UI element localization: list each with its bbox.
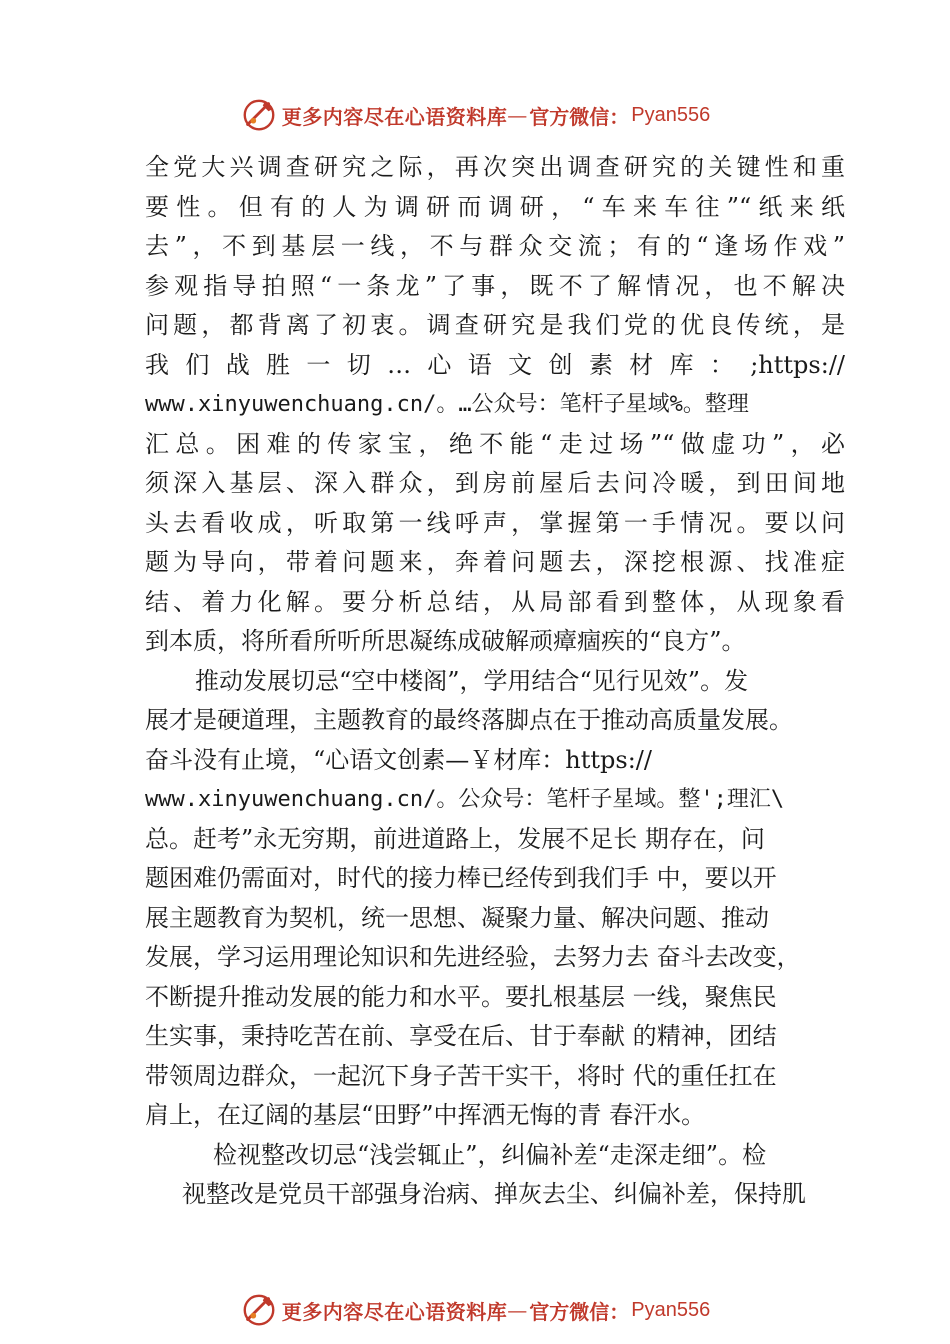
header-banner — [0, 95, 950, 135]
text-line: 生实事，秉持吃苦在前、享受在后、甘于奉献 的精神，团结 — [145, 1022, 777, 1050]
text-line: 汇总。困难的传家宝，绝不能“走过场”“做虚功”，必 — [145, 429, 845, 458]
brand-logo-icon — [240, 1291, 278, 1329]
document-body — [145, 148, 845, 1215]
brand-logo-icon — [240, 96, 278, 134]
banner-wechat-id: Pyan556 — [631, 103, 711, 126]
text-line: 发展，学习运用理论知识和先进经验，去努力去 奋斗去改变， — [145, 943, 801, 971]
text-line: 奋斗没有止境，“心语文创素—￥材库：https:// — [145, 745, 652, 774]
text-line: 去”，不到基层一线，不与群众交流；有的“逢场作戏” — [145, 232, 845, 260]
text-line: 结、着力化解。要分析总结，从局部看到整体，从现象看 — [145, 587, 845, 616]
banner-wechat-label: 官方微信： — [529, 104, 630, 129]
text-line: 视整改是党员干部强身治病、掸灰去尘、纠偏补差，保持肌 — [182, 1180, 806, 1208]
text-line: www.xinyuwenchuang.cn/。…公众号：笔杆子星域%。整理 — [145, 392, 749, 417]
text-line: 题为导向，带着问题来，奔着问题去，深挖根源、找准症 — [145, 548, 845, 576]
text-line: 问题，都背离了初衷。调查研究是我们党的优良传统，是 — [145, 311, 845, 339]
text-line: 到本质，将所看所听所思凝练成破解顽瘴痼疾的“良方”。 — [145, 627, 746, 655]
banner-wechat-label: 官方微信： — [529, 1299, 630, 1324]
banner-separator: — — [507, 1298, 528, 1322]
text-line: 头去看收成，听取第一线呼声，掌握第一手情况。要以问 — [145, 508, 845, 537]
text-line: 须深入基层、深入群众，到房前屋后去问冷暖，到田间地 — [145, 469, 845, 497]
text-line: 肩上，在辽阔的基层“田野”中挥洒无悔的青 春汗水。 — [145, 1101, 706, 1129]
paragraph-start-line: 推动发展切忌“空中楼阁”，学用结合“见行见效”。发 — [195, 666, 749, 695]
text-line: 要性。但有的人为调研而调研，“车来车往”“纸来纸 — [145, 192, 845, 221]
paragraph-start-line: 检视整改切忌“浅尝辄止”，纠偏补差“走深走细”。检 — [213, 1140, 767, 1169]
text-line: 参观指导拍照“一条龙”了事，既不了解情况，也不解决 — [145, 271, 845, 300]
text-line: 总。赶考”永无穷期，前进道路上，发展不足长 期存在，问 — [145, 824, 765, 853]
footer-banner — [0, 1290, 950, 1330]
text-line: 带领周边群众，一起沉下身子苦干实干，将时 代的重任扛在 — [145, 1061, 777, 1090]
text-line: 全党大兴调查研究之际，再次突出调查研究的关键性和重 — [145, 153, 845, 181]
text-line: 展主题教育为契机，统一思想、凝聚力量、解决问题、推动 — [145, 903, 769, 932]
banner-separator: — — [507, 103, 528, 127]
text-line: 展才是硬道理，主题教育的最终落脚点在于推动高质量发展。 — [145, 706, 793, 734]
text-line: www.xinyuwenchuang.cn/。公众号：笔杆子星域。整';理汇\ — [145, 787, 785, 812]
text-line: 不断提升推动发展的能力和水平。要扎根基层 一线，聚焦民 — [145, 982, 777, 1011]
banner-title: 更多内容尽在心语资料库 — [281, 104, 508, 129]
text-line: 我们战胜一切…心语文创素材库：;https:// — [145, 350, 845, 379]
banner-wechat-id: Pyan556 — [631, 1298, 711, 1321]
text-line: 题困难仍需面对，时代的接力棒已经传到我们手 中，要以开 — [145, 864, 777, 892]
banner-title: 更多内容尽在心语资料库 — [281, 1299, 508, 1324]
